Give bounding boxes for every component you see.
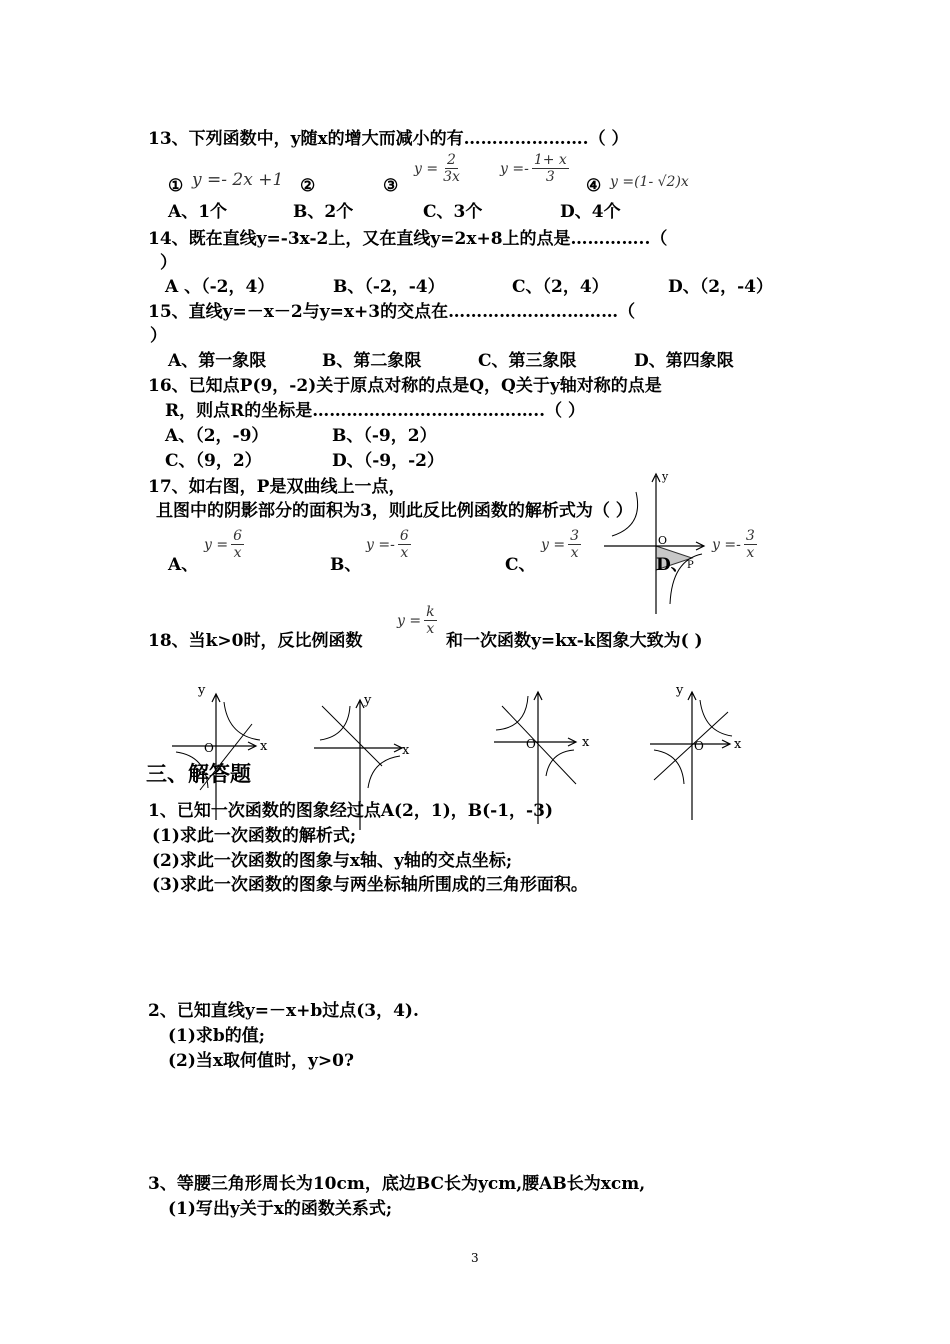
q13-formula-1: y =- 2x +1 (192, 170, 284, 190)
q17-option-c-label: C、 (505, 555, 536, 575)
q17-option-a-formula: y = $\frac{6}{x}$ (204, 528, 243, 561)
graph-a-y-label: y (198, 683, 206, 698)
q18-stem-b: 和一次函数y=kx-k图象大致为( ) (446, 631, 703, 651)
graph-d-origin-label: O (694, 739, 704, 753)
q13-formula-4: y =(1- √2)x (610, 174, 689, 190)
q15-option-d: D、第四象限 (634, 351, 734, 371)
hyperbola-q2 (320, 706, 350, 740)
q17-option-a-label: A、 (168, 555, 199, 575)
graph-d-x-label: x (734, 737, 742, 752)
problem-3-stem: 3、等腰三角形周长为10cm，底边BC长为ycm,腰AB长为xcm, (148, 1174, 646, 1194)
q13-option-b: B、2个 (293, 202, 354, 222)
line (502, 706, 576, 784)
q16-option-a: A、（2，-9） (165, 426, 269, 446)
graph-b-y-label: y (364, 693, 372, 708)
q15-stem-cont: ） (150, 326, 167, 346)
problem-1-stem: 1、已知一次函数的图象经过点A(2，1)，B(-1，-3) (148, 801, 553, 821)
problem-1-item-3: (3)求此一次函数的图象与两坐标轴所围成的三角形面积。 (152, 875, 588, 895)
q14-option-b: B、（-2，-4） (333, 277, 445, 297)
line (322, 706, 382, 766)
graph-a-x-label: x (260, 739, 268, 754)
q13-mark-2: ② (300, 176, 316, 196)
q13-option-a: A、1个 (168, 202, 228, 222)
problem-1-item-1: (1)求此一次函数的解析式; (152, 826, 357, 846)
q16-option-b: B、（-9，2） (332, 426, 437, 446)
hyperbola-q4 (368, 756, 400, 788)
q15-option-c: C、第三象限 (478, 351, 577, 371)
hyperbola-q2 (496, 696, 528, 730)
page-number: 3 (471, 1251, 479, 1265)
hyperbola-q3 (654, 750, 684, 784)
q13-mark-3: ③ (383, 176, 399, 196)
hyperbola-q1 (224, 702, 260, 740)
section-heading: 三、解答题 (146, 762, 251, 786)
problem-2-item-2: (2)当x取何值时，y>0? (168, 1051, 354, 1071)
graph-d-y-label: y (676, 683, 684, 698)
q17-option-d-formula: y =- 3 x (712, 528, 755, 561)
q17-option-b-formula: y =- 6 x (366, 528, 409, 561)
q18-formula: y = $\frac{k}{x}$ (397, 604, 435, 637)
q16-option-d: D、（-9，-2） (332, 451, 445, 471)
q14-stem: 14、既在直线y=-3x-2上，又在直线y=2x+8上的点是…………..（ (148, 229, 668, 249)
q17-option-d-label: D、 (656, 555, 688, 575)
q13-stem: 13、下列函数中，y随x的增大而减小的有………………….（ ） (148, 129, 629, 149)
q14-option-c: C、（2，4） (512, 277, 609, 297)
fig17-origin-label: O (658, 534, 668, 547)
q14-option-d: D、（2，-4） (668, 277, 773, 297)
q13-option-d: D、4个 (560, 202, 621, 222)
q18-graph-d (648, 680, 758, 830)
hyperbola-q1 (700, 700, 732, 736)
q13-formula-2: y = $\frac{2}{3x}$ (414, 152, 460, 185)
q16-option-c: C、（9，2） (165, 451, 262, 471)
q17-stem-cont: 且图中的阴影部分的面积为3，则此反比例函数的解析式为（ ） (156, 501, 633, 521)
q16-stem-cont: R，则点R的坐标是…………………………………..（ ） (165, 401, 586, 421)
problem-2-item-1: (1)求b的值; (168, 1026, 266, 1046)
q14-option-a: A 、（-2，4） (165, 277, 275, 297)
q17-option-b-label: B、 (330, 555, 362, 575)
q13-option-c: C、3个 (423, 202, 483, 222)
q15-option-b: B、第二象限 (322, 351, 422, 371)
q18-stem-a: 18、当k>0时，反比例函数 (148, 631, 363, 651)
problem-3-item-1: (1)写出y关于x的函数关系式; (168, 1199, 393, 1219)
q13-formula-3: y =- 1+ x 3 (500, 152, 567, 185)
q17-option-c-formula: y = $\frac{3}{x}$ (541, 528, 580, 561)
graph-c-origin-label: O (526, 737, 536, 751)
hyperbola-q4 (546, 750, 574, 776)
line (654, 712, 728, 780)
hyperbola-branch-upper (612, 492, 638, 536)
q17-hyperbola-figure (600, 464, 710, 614)
graph-c-x-label: x (582, 735, 590, 750)
problem-2-stem: 2、已知直线y=－x+b过点(3，4). (148, 1001, 419, 1021)
q17-stem: 17、如右图，P是双曲线上一点， (148, 477, 406, 497)
fig17-p-label: P (687, 560, 694, 571)
q15-option-a: A、第一象限 (168, 351, 267, 371)
q14-stem-cont: ） (160, 253, 177, 273)
q16-stem: 16、已知点P(9，-2)关于原点对称的点是Q，Q关于y轴对称的点是 (148, 376, 662, 396)
q13-mark-4: ④ (586, 176, 602, 196)
graph-a-origin-label: O (204, 741, 214, 755)
graph-b-x-label: x (402, 743, 410, 758)
problem-1-item-2: (2)求此一次函数的图象与x轴、y轴的交点坐标; (152, 851, 513, 871)
q13-mark-1: ① (168, 176, 184, 196)
fig17-y-label: y (662, 470, 669, 483)
q15-stem: 15、直线y=－x－2与y=x+3的交点在…………………………（ (148, 302, 636, 322)
